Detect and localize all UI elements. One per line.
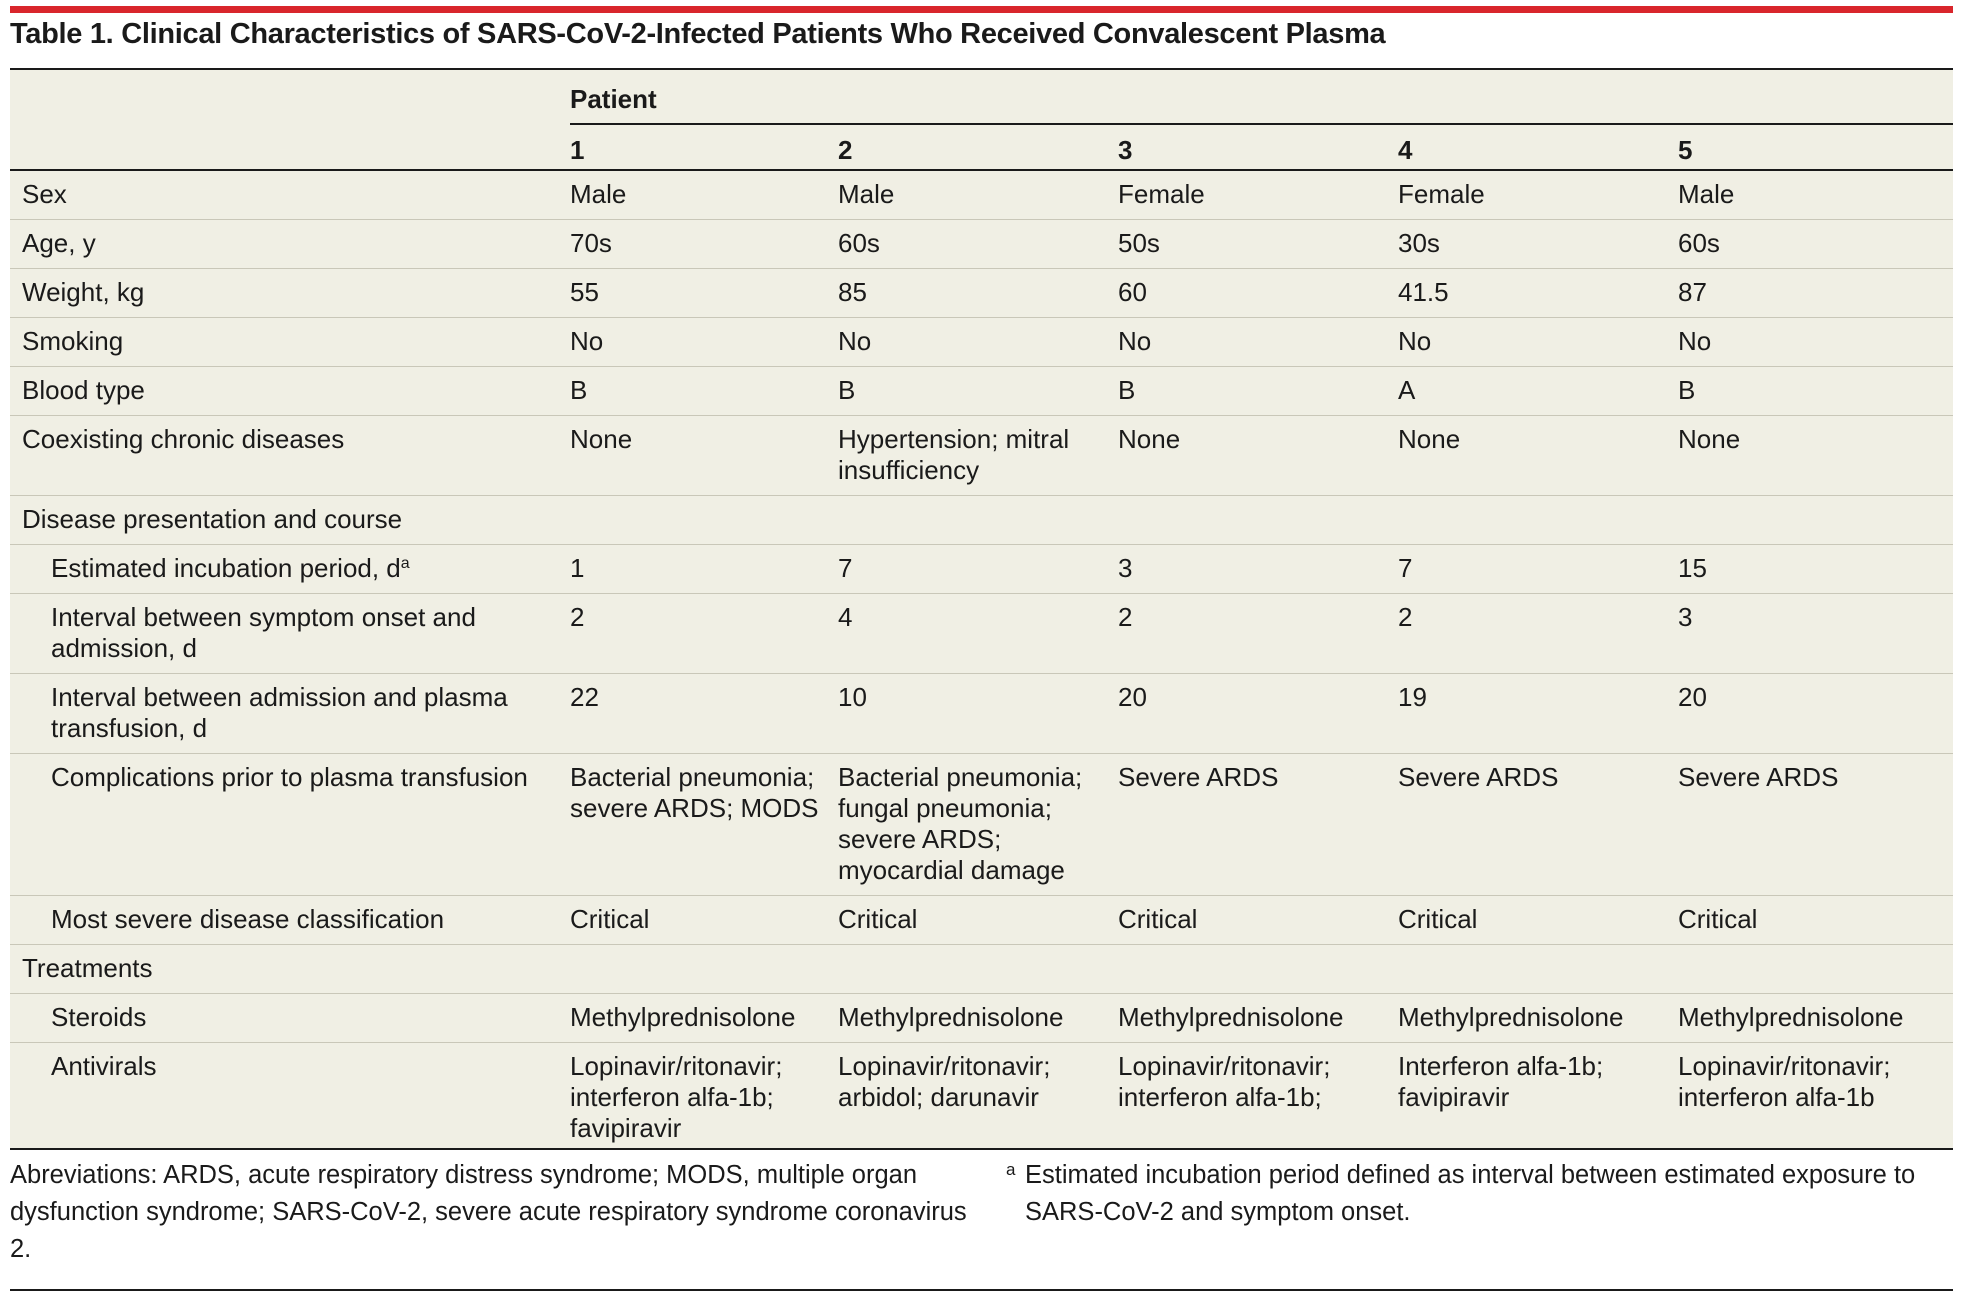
table-cell: Critical xyxy=(570,896,838,945)
table-cell: None xyxy=(570,416,838,496)
table-cell: 87 xyxy=(1678,269,1953,318)
footnote-a-marker: a xyxy=(1006,1160,1016,1179)
table-cell: None xyxy=(1678,416,1953,496)
table-cell: Methylprednisolone xyxy=(1678,994,1953,1043)
table-cell: B xyxy=(570,367,838,416)
table-cell: Lopinavir/ritonavir; arbidol; darunavir xyxy=(838,1043,1118,1154)
table-cell: No xyxy=(1678,318,1953,367)
table-cell: Methylprednisolone xyxy=(1398,994,1678,1043)
table-cell: 7 xyxy=(1398,545,1678,594)
header-empty-cell xyxy=(10,124,570,170)
table-cell: 7 xyxy=(838,545,1118,594)
table-cell: No xyxy=(838,318,1118,367)
table-cell: 41.5 xyxy=(1398,269,1678,318)
row-label: Interval between admission and plasma transfusion, d xyxy=(10,674,570,754)
patient-number-header: 4 xyxy=(1398,124,1678,170)
header-empty-cell xyxy=(10,70,570,124)
table-cell: None xyxy=(1398,416,1678,496)
table-row xyxy=(10,545,1953,594)
table-cell: Critical xyxy=(1118,896,1398,945)
abbreviations-note: Abreviations: ARDS, acute respiratory distress syndrome; MODS, multiple organ dysfunction syndrome; SARS-CoV-2, severe acute respiratory syndrome coronavirus 2. xyxy=(10,1161,967,1263)
table-cell: Critical xyxy=(1398,896,1678,945)
table-cell: Male xyxy=(1678,179,1735,209)
table-cell: Female xyxy=(1118,179,1205,209)
section-label: Disease presentation and course xyxy=(10,496,1953,545)
table-cell: B xyxy=(838,367,1118,416)
table-cell: 60s xyxy=(1678,220,1953,269)
table-cell: 4 xyxy=(838,594,1118,674)
table-cell: Lopinavir/ritonavir; interferon alfa-1b; favipiravir xyxy=(570,1043,838,1154)
patient-number-header: 1 xyxy=(570,124,838,170)
footnote-a xyxy=(1006,1157,1951,1231)
table-cell: Hypertension; mitral insufficiency xyxy=(838,416,1118,496)
table-cell: 10 xyxy=(838,674,1118,754)
table-cell: 60s xyxy=(838,220,1118,269)
table-cell: Interferon alfa-1b; favipiravir xyxy=(1398,1043,1678,1154)
table-container xyxy=(10,70,1953,1148)
table-cell: 3 xyxy=(1678,594,1953,674)
section-row xyxy=(10,496,1953,545)
patient-group-header: Patient xyxy=(570,70,1953,124)
table-row xyxy=(10,170,1953,220)
table-row xyxy=(10,896,1953,945)
table-row xyxy=(10,594,1953,674)
row-label: Weight, kg xyxy=(10,269,570,318)
row-label: Most severe disease classification xyxy=(10,896,570,945)
row-label: Coexisting chronic diseases xyxy=(10,416,570,496)
table-cell: 55 xyxy=(570,269,838,318)
row-label: Interval between symptom onset and admission, d xyxy=(10,594,570,674)
table-cell: No xyxy=(570,318,838,367)
table-cell: 50s xyxy=(1118,220,1398,269)
table-body xyxy=(10,170,1953,1153)
table-cell: 2 xyxy=(570,594,838,674)
footnote-marker: a xyxy=(400,555,410,572)
section-row xyxy=(10,945,1953,994)
table-row xyxy=(10,994,1953,1043)
table-cell: Lopinavir/ritonavir; interferon alfa-1b xyxy=(1678,1043,1953,1154)
table-cell: 1 xyxy=(570,545,838,594)
row-label: Sex xyxy=(22,179,67,209)
table-cell: Severe ARDS xyxy=(1398,754,1678,896)
header-row-group xyxy=(10,70,1953,124)
table-cell: Methylprednisolone xyxy=(1118,994,1398,1043)
row-label: Complications prior to plasma transfusion xyxy=(10,754,570,896)
row-label: Smoking xyxy=(10,318,570,367)
row-label: Age, y xyxy=(10,220,570,269)
table-cell: 85 xyxy=(838,269,1118,318)
table-cell: Bacterial pneumonia; severe ARDS; MODS xyxy=(570,754,838,896)
table-cell: No xyxy=(1398,318,1678,367)
row-label xyxy=(10,545,570,594)
table-cell: Critical xyxy=(1678,896,1953,945)
table-row xyxy=(10,269,1953,318)
table-cell: 19 xyxy=(1398,674,1678,754)
table-row xyxy=(10,754,1953,896)
table-cell: Critical xyxy=(838,896,1118,945)
table-cell: B xyxy=(1678,367,1953,416)
row-label: Blood type xyxy=(10,367,570,416)
table-row xyxy=(10,318,1953,367)
row-label-text: Estimated incubation period, d xyxy=(51,553,401,583)
table-cell: 20 xyxy=(1678,674,1953,754)
table-cell: 3 xyxy=(1118,545,1398,594)
table-cell: Methylprednisolone xyxy=(570,994,838,1043)
table-cell: Bacterial pneumonia; fungal pneumonia; severe ARDS; myocardial damage xyxy=(838,754,1118,896)
patient-number-header: 5 xyxy=(1678,124,1953,170)
table-cell: 2 xyxy=(1398,594,1678,674)
table-cell: Male xyxy=(838,179,895,209)
table-cell: 30s xyxy=(1398,220,1678,269)
table-cell: Methylprednisolone xyxy=(838,994,1118,1043)
table-cell: None xyxy=(1118,416,1398,496)
table-row xyxy=(10,220,1953,269)
table-cell: Male xyxy=(570,179,627,209)
table-cell: No xyxy=(1118,318,1398,367)
characteristics-table xyxy=(10,70,1953,1153)
header-row-patients xyxy=(10,124,1953,170)
table-cell: 70s xyxy=(570,220,838,269)
table-cell: Female xyxy=(1398,179,1485,209)
table-row xyxy=(10,1043,1953,1154)
table-row xyxy=(10,416,1953,496)
table-cell: 15 xyxy=(1678,545,1953,594)
accent-top-rule xyxy=(10,6,1953,13)
row-label: Steroids xyxy=(10,994,570,1043)
table-bottom-rule xyxy=(10,1148,1953,1150)
table-cell: Lopinavir/ritonavir; interferon alfa-1b; xyxy=(1118,1043,1398,1154)
patient-number-header: 3 xyxy=(1118,124,1398,170)
table-cell: 60 xyxy=(1118,269,1398,318)
table-row xyxy=(10,674,1953,754)
table-cell: 2 xyxy=(1118,594,1398,674)
table-cell: A xyxy=(1398,367,1678,416)
table-title: Table 1. Clinical Characteristics of SARS-CoV-2-Infected Patients Who Received Convalescent Plasma xyxy=(10,18,1386,50)
patient-number-header: 2 xyxy=(838,124,1118,170)
table-cell: Severe ARDS xyxy=(1678,754,1953,896)
table-cell: 22 xyxy=(570,674,838,754)
footnote-a-text: Estimated incubation period defined as interval between estimated exposure to SARS-CoV-2 and symptom onset. xyxy=(1025,1161,1916,1226)
section-label: Treatments xyxy=(10,945,1953,994)
row-label: Antivirals xyxy=(10,1043,570,1154)
page-bottom-rule xyxy=(10,1289,1953,1291)
table-row xyxy=(10,367,1953,416)
table-cell: Severe ARDS xyxy=(1118,754,1398,896)
table-cell: 20 xyxy=(1118,674,1398,754)
table-cell: B xyxy=(1118,367,1398,416)
